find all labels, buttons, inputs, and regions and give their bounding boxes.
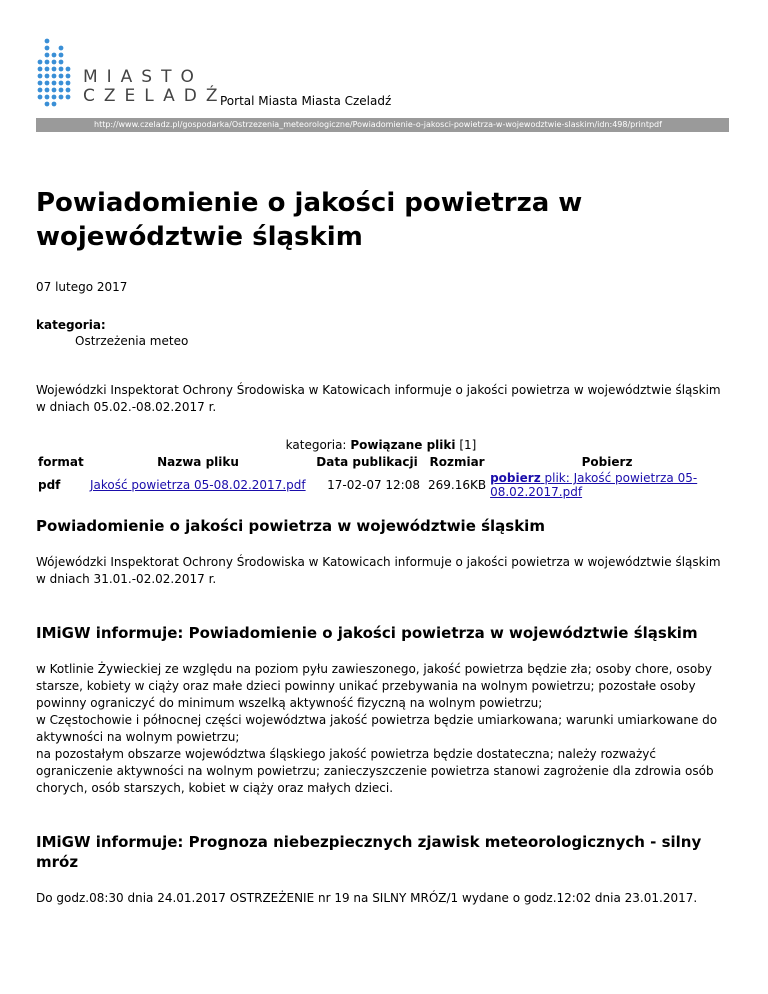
- section-paragraph: Do godz.08:30 dnia 24.01.2017 OSTRZEŻENIE nr 19 na SILNY MRÓZ/1 wydane o godz.12:02 dnia 23.01.2017.: [36, 891, 698, 905]
- publish-date: 07 lutego 2017: [36, 280, 128, 294]
- files-caption-name: Powiązane pliki: [350, 438, 456, 452]
- section-paragraph: na pozostałym obszarze województwa śląskiego jakość powietrza będzie dostateczna; należy rozważyć ograniczenie aktywności na wolnym powietrzu; zanieczyszczenie powietrza stanowi zagrożenie dla zdrowia osób chorych, osób starszych, kobiet w ciąży oraz małych dzieci.: [36, 747, 714, 795]
- table-row: [36, 470, 726, 500]
- portal-name: Portal Miasta Miasta Czeladź: [220, 94, 392, 108]
- logo-line-1: MIASTO: [83, 67, 203, 87]
- files-caption: [36, 438, 726, 452]
- url-bar: [36, 118, 729, 132]
- file-date: 17-02-07 12:08: [327, 478, 420, 492]
- files-caption-count: [1]: [459, 438, 477, 452]
- section: [36, 516, 726, 588]
- section: [36, 832, 726, 907]
- col-download: Pobierz: [581, 455, 633, 469]
- article-intro: Wojewódzki Inspektorat Ochrony Środowiska w Katowicach informuje o jakości powietrza w województwie śląskim w dniach 05.02.-08.02.2017 r.: [36, 383, 721, 414]
- category-label: kategoria:: [36, 318, 106, 332]
- file-size: 269.16KB: [428, 478, 487, 492]
- table-header-row: [36, 454, 726, 470]
- col-name: Nazwa pliku: [157, 455, 239, 469]
- header: [36, 36, 736, 116]
- section: [36, 623, 726, 797]
- section-paragraph: Wójewódzki Inspektorat Ochrony Środowiska w Katowicach informuje o jakości powietrza w województwie śląskim w dniach 31.01.-02.02.2017 r.: [36, 555, 721, 586]
- files-caption-prefix: kategoria:: [285, 438, 347, 452]
- col-date: Data publikacji: [316, 455, 418, 469]
- logo-wordmark: [83, 68, 226, 106]
- download-link[interactable]: [490, 471, 697, 499]
- page-title: Powiadomienie o jakości powietrza w województwie śląskim: [36, 188, 583, 252]
- download-link-text: plik: Jakość powietrza 05-08.02.2017.pdf: [490, 471, 698, 499]
- article: [36, 186, 726, 907]
- logo-line-2: CZELADŹ: [83, 86, 227, 106]
- files-table: [36, 454, 726, 500]
- category-value: Ostrzeżenia meteo: [75, 334, 189, 348]
- page-url: http://www.czeladz.pl/gospodarka/Ostrzezenia_meteorologiczne/Powiadomienie-o-jakosci-powietrza-w-wojewodztwie-slaskim/idn:498/printpdf: [94, 120, 662, 129]
- section-heading: IMiGW informuje: Prognoza niebezpiecznych zjawisk meteorologicznych - silny mróz: [36, 833, 702, 871]
- download-link-bold: pobierz: [490, 471, 541, 485]
- file-format: pdf: [38, 478, 61, 492]
- col-format: format: [38, 455, 84, 469]
- section-paragraph: w Częstochowie i północnej części województwa jakość powietrza będzie umiarkowana; warunki umiarkowane do aktywności na wolnym powietrzu;: [36, 713, 718, 744]
- col-size: Rozmiar: [429, 455, 485, 469]
- related-files: [36, 438, 726, 500]
- city-logo-icon: [36, 36, 76, 108]
- file-name-link[interactable]: Jakość powietrza 05-08.02.2017.pdf: [90, 478, 306, 492]
- section-paragraph: w Kotlinie Żywieckiej ze względu na poziom pyłu zawieszonego, jakość powietrza będzie zła; osoby chore, osoby starsze, kobiety w ciąży oraz małe dzieci powinny unikać przebywania na wolnym powietrzu; pozostałe osoby powinny ograniczyć do minimum wszelką aktywność fizyczną na wolnym powietrzu;: [36, 662, 712, 710]
- section-heading: IMiGW informuje: Powiadomienie o jakości powietrza w województwie śląskim: [36, 624, 698, 642]
- section-heading: Powiadomienie o jakości powietrza w województwie śląskim: [36, 517, 545, 535]
